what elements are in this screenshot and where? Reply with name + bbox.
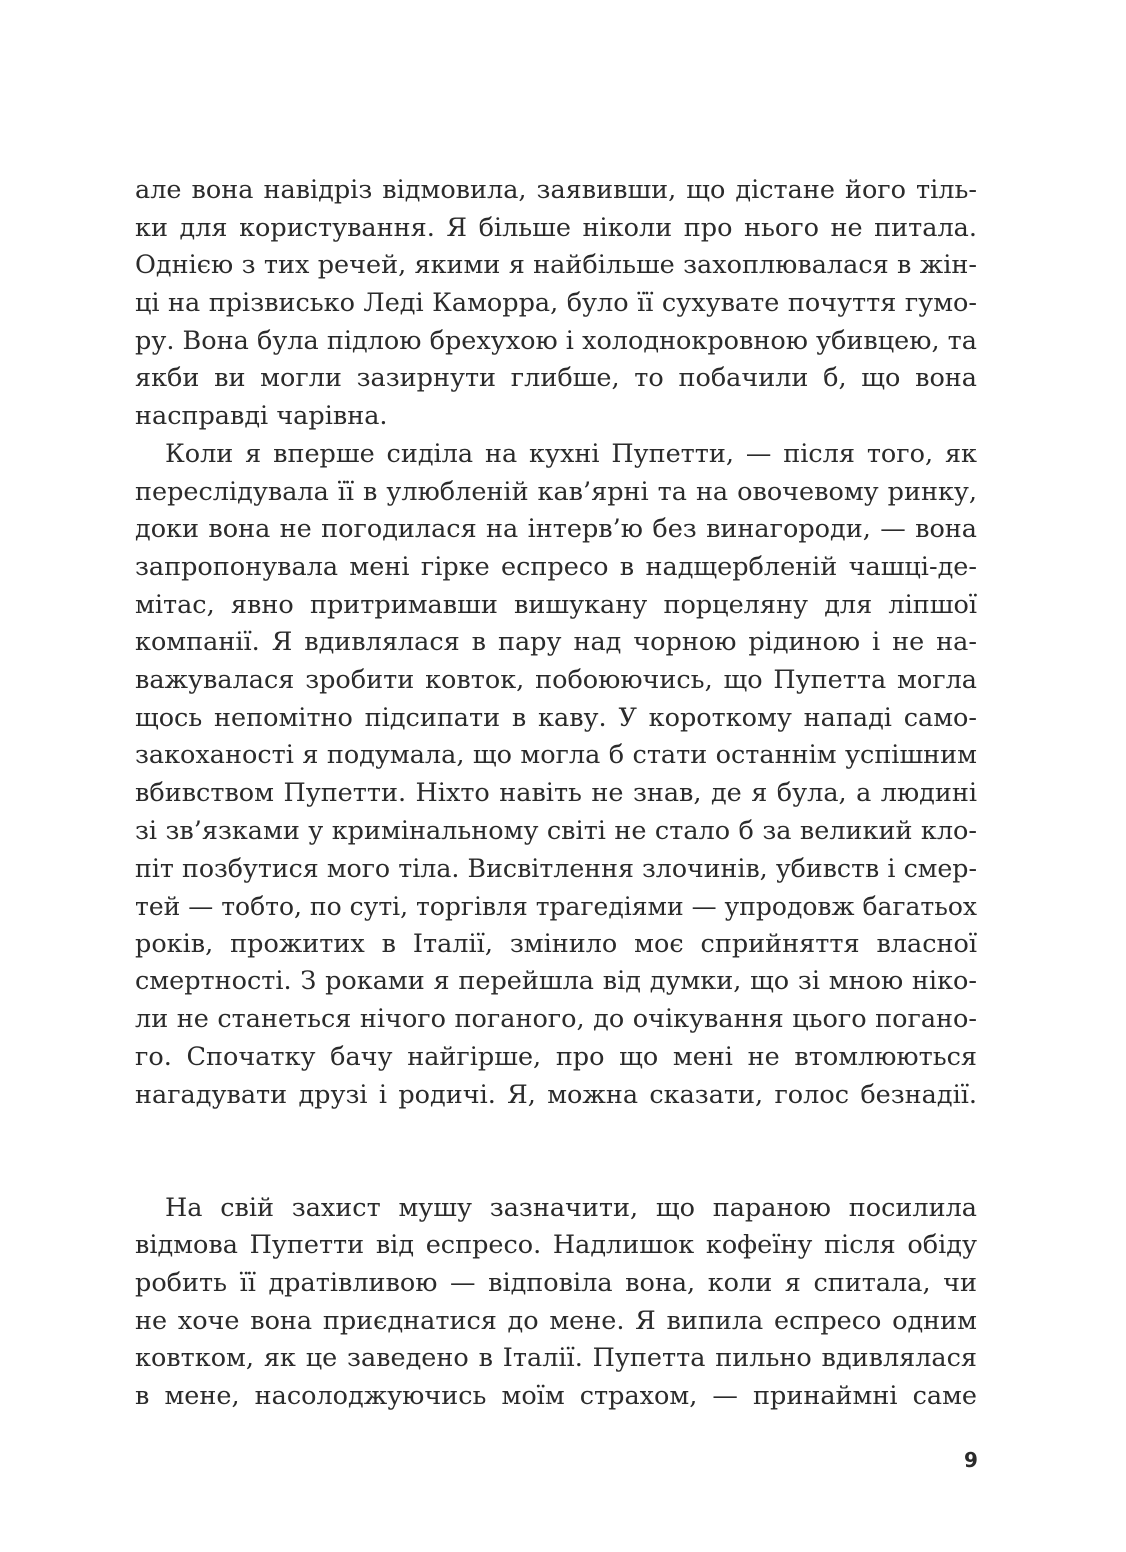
text-line: вбивством Пупетти. Ніхто навіть не знав, де я була, а людині [135, 778, 977, 808]
text-line: переслідувала її в улюбленій кав’ярні та на овочевому ринку, [135, 476, 977, 507]
text-line: тей — тобто, по суті, торгівля трагедіями — упродовж багатьох [135, 892, 977, 922]
text-line: Однією з тих речей, якими я найбільше захоплювалася в жін- [135, 250, 977, 281]
text-line: не хоче вона приєднатися до мене. Я випила еспресо одним [135, 1305, 977, 1336]
text-line: піт позбутися мого тіла. Висвітлення злочинів, убивств і смер- [135, 854, 977, 884]
text-line: в мене, насолоджуючись моїм страхом, — принаймні саме [135, 1381, 977, 1411]
text-line [135, 1152, 977, 1190]
text-line: компанії. Я вдивлялася в пару над чорною рідиною і не на- [135, 627, 977, 658]
text-line: нагадувати друзі і родичі. Я, можна сказати, голос безнадії. [135, 1079, 977, 1110]
text-line: мітас, явно притримавши вишукану порцеляну для ліпшої [135, 589, 977, 620]
paragraph-1 [135, 172, 977, 436]
text-line: відмова Пупетти від еспресо. Надлишок кофеїну після обіду [135, 1230, 977, 1261]
text-line: ці на прізвисько Леді Каморра, було її сухувате почуття гумо- [135, 288, 977, 319]
text-line: Коли я вперше сиділа на кухні Пупетти, — після того, як [165, 438, 977, 469]
text-line: але вона навідріз відмовила, заявивши, що дістане його тіль- [135, 175, 977, 205]
text-line: На свій захист мушу зазначити, що параною посилила [165, 1192, 977, 1223]
text-line: якби ви могли зазирнути глибше, то побачили б, що вона [135, 363, 977, 394]
text-line: зі зв’язками у кримінальному світі не стало б за великий кло- [135, 815, 977, 846]
text-line: смертності. З роками я перейшла від думки, що зі мною ніко- [135, 966, 977, 997]
text-line [135, 1114, 977, 1152]
text-line: ли не станеться нічого поганого, до очікування цього погано- [135, 1004, 977, 1035]
paragraph-3 [135, 1190, 977, 1416]
text-line: ки для користування. Я більше ніколи про нього не питала. [135, 212, 977, 243]
text-line: щось непомітно підсипати в каву. У короткому нападі само- [135, 702, 977, 733]
text-line: ру. Вона була підлою брехухою і холоднокровною убивцею, та [135, 325, 977, 356]
text-line: насправді чарівна. [135, 401, 388, 432]
page-number: 9 [964, 1448, 978, 1472]
text-line: років, прожитих в Італії, змінило моє сприйняття власної [135, 928, 977, 959]
paragraph-2 [135, 436, 977, 1190]
text-line: важувалася зробити ковток, побоюючись, що Пупетта могла [135, 664, 977, 695]
text-line: робить її дратівливою — відповіла вона, коли я спитала, чи [135, 1267, 977, 1298]
text-line: запропонувала мені гірке еспресо в надщербленій чашці-де- [135, 551, 977, 582]
text-line: закоханості я подумала, що могла б стати останнім успішним [135, 740, 977, 771]
text-line: доки вона не погодилася на інтерв’ю без винагороди, — вона [135, 514, 977, 545]
body-text [135, 172, 977, 1416]
text-line: го. Спочатку бачу найгірше, про що мені не втомлюються [135, 1041, 977, 1072]
text-line: ковтком, як це заведено в Італії. Пупетта пильно вдивлялася [135, 1343, 977, 1374]
